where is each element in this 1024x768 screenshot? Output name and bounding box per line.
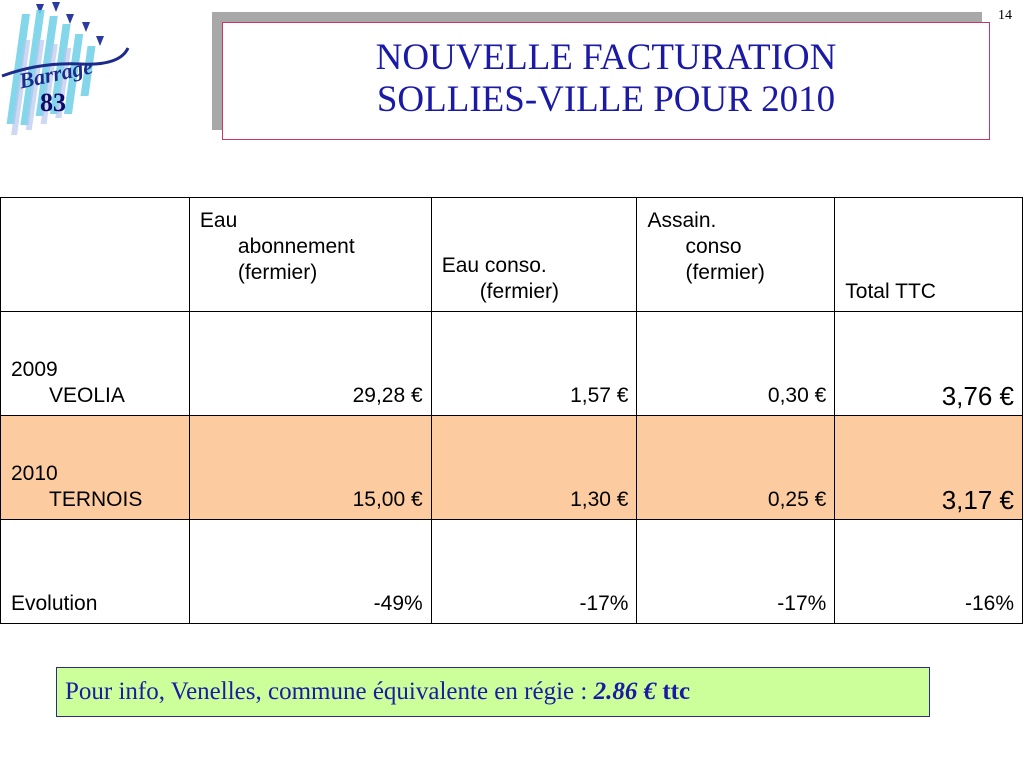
barrage-83-logo xyxy=(0,0,140,150)
title-line-2: SOLLIES-VILLE POUR 2010 xyxy=(376,79,836,120)
cell-abonnement: -49% xyxy=(189,520,431,624)
row-year: 2009 xyxy=(11,358,58,381)
cell-abonnement: 15,00 € xyxy=(189,416,431,520)
header-abonnement-line1: Eau xyxy=(199,209,238,232)
header-assain-line1: Assain. xyxy=(647,209,717,232)
row-label xyxy=(1,416,190,520)
logo-text: Barrage xyxy=(16,53,95,94)
header-eau-conso-line2: (fermier) xyxy=(479,280,560,303)
cell-assain: 0,30 € xyxy=(637,312,835,416)
cell-total: 3,17 € xyxy=(835,416,1023,520)
header-assain xyxy=(637,198,835,312)
table-row-evolution xyxy=(1,520,1023,624)
title-box xyxy=(222,22,990,140)
note-text: Pour info, Venelles, commune équivalente en régie : xyxy=(65,678,594,705)
row-operator: TERNOIS xyxy=(49,488,143,511)
info-note xyxy=(56,667,930,717)
header-eau-conso-line1: Eau conso. xyxy=(441,254,547,277)
header-abonnement-line3: (fermier) xyxy=(237,261,318,284)
page-number: 14 xyxy=(998,8,1012,23)
table-row-2010 xyxy=(1,416,1023,520)
logo-number: 83 xyxy=(40,88,66,117)
row-label xyxy=(1,312,190,416)
cell-assain: -17% xyxy=(637,520,835,624)
header-assain-line3: (fermier) xyxy=(685,261,765,284)
title-line-1: NOUVELLE FACTURATION xyxy=(375,37,837,78)
header-assain-line2: conso xyxy=(685,235,742,258)
cell-total: -16% xyxy=(835,520,1023,624)
note-value: 2.86 € xyxy=(593,678,657,705)
logo-graphic xyxy=(0,0,140,150)
header-total: Total TTC xyxy=(835,198,1023,312)
note-unit: ttc xyxy=(656,678,691,705)
cell-eau-conso: -17% xyxy=(431,520,637,624)
table-header-row xyxy=(1,198,1023,312)
cell-assain: 0,25 € xyxy=(637,416,835,520)
header-abonnement-line2: abonnement xyxy=(237,235,355,258)
cell-abonnement: 29,28 € xyxy=(189,312,431,416)
row-operator: VEOLIA xyxy=(49,384,125,407)
row-year: 2010 xyxy=(11,462,58,485)
header-abonnement xyxy=(189,198,431,312)
row-label: Evolution xyxy=(1,520,190,624)
header-empty-cell xyxy=(1,198,190,312)
cell-total: 3,76 € xyxy=(835,312,1023,416)
billing-table xyxy=(0,197,1023,624)
cell-eau-conso: 1,57 € xyxy=(431,312,637,416)
header-eau-conso xyxy=(431,198,637,312)
cell-eau-conso: 1,30 € xyxy=(431,416,637,520)
table-row-2009 xyxy=(1,312,1023,416)
